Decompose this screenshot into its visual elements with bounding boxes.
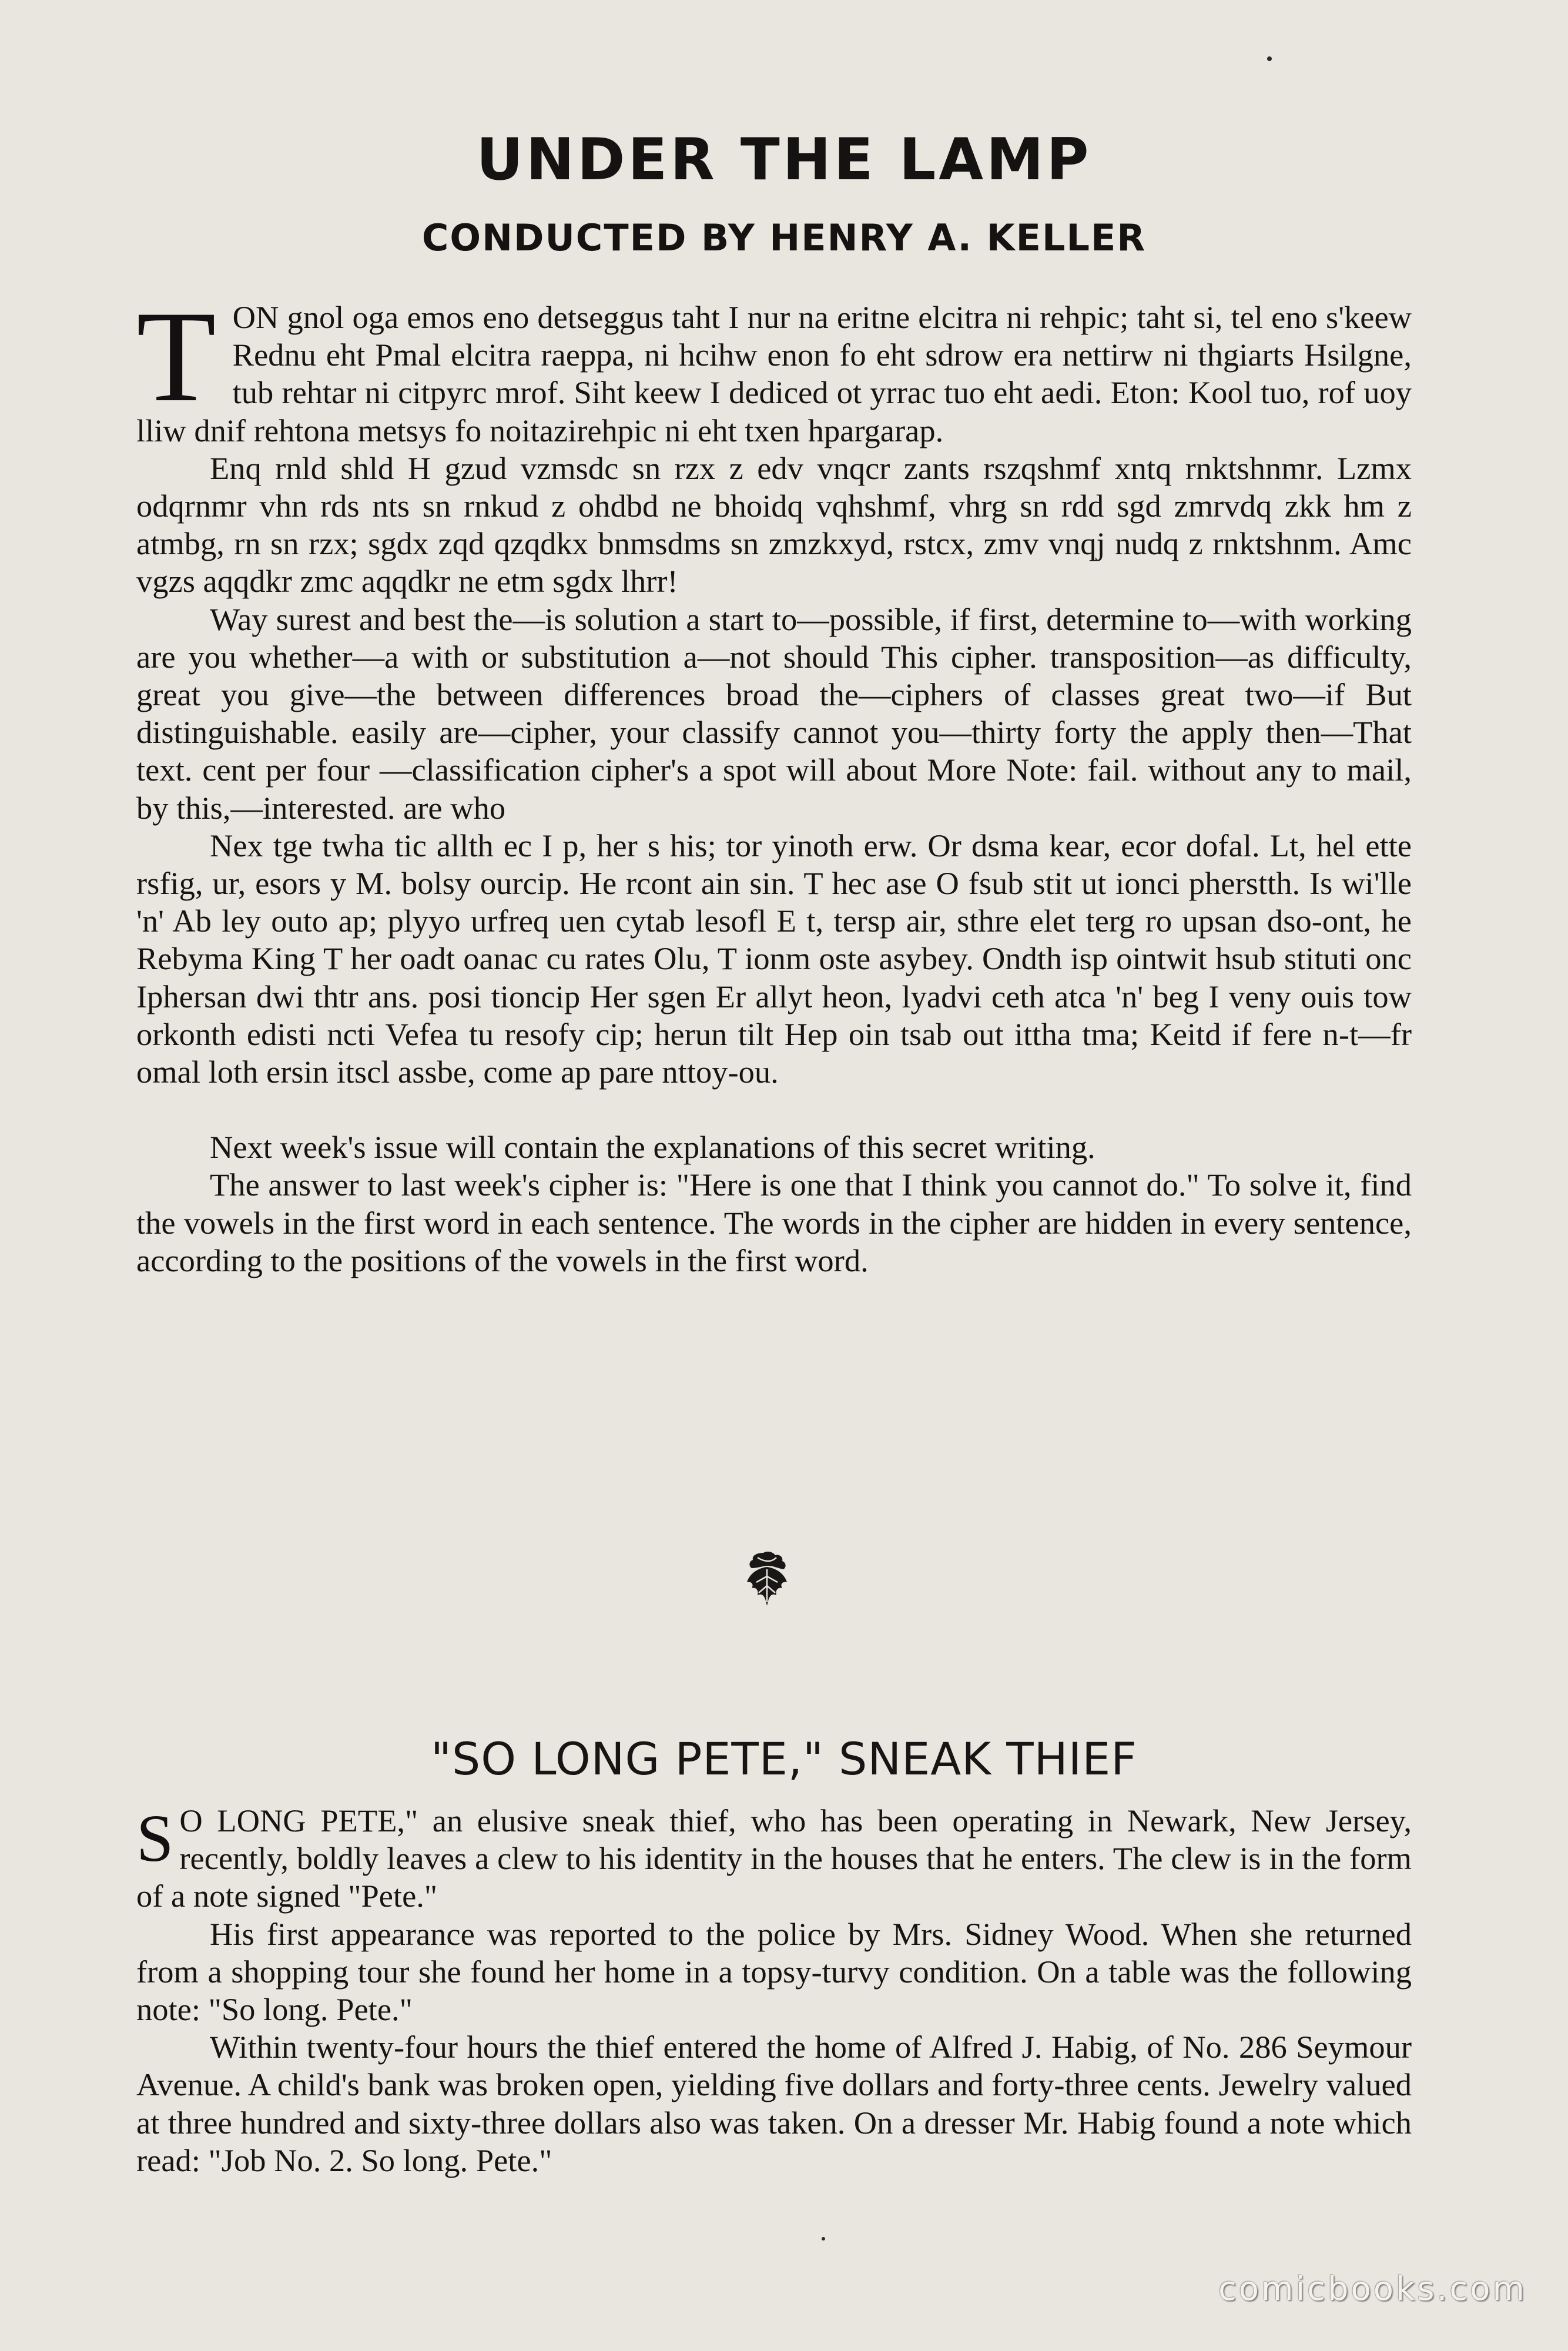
paragraph-text: ON gnol oga emos eno detseggus taht I nur na eritne elcitra ni rehpic; taht si, tel eno s'keew Rednu eht Pmal elcitra raeppa, ni hcihw enon fo eht sdrow era nettirw ni thgiarts Hsilgne, tub rehtar ni citpyrc mrof. Siht keew I dediced ot yrrac tuo eht aedi. Eton: Kool tuo, rof uoy lliw dnif rehtona metsys fo noitazirehpic ni eht txen hpargarap.: [136, 299, 1412, 448]
story-title: "SO LONG PETE," SNEAK THIEF: [431, 1733, 1137, 1785]
watermark: comicbooks.com: [1218, 2270, 1527, 2308]
paragraph: Within twenty-four hours the thief entered the home of Alfred J. Habig, of No. 286 Seymour Avenue. A child's bank was broken open, yielding five dollars and forty-three cents. Jewelry valued at three hundred and sixty-three dollars also was taken. On a dresser Mr. Habig found a note which read: "Job No. 2. So long. Pete.": [136, 2029, 1412, 2178]
paragraph: The answer to last week's cipher is: "Here is one that I think you cannot do." To solve it, find the vowels in the first word in each sentence. The words in the cipher are hidden in every sentence, according to the positions of the vowels in the first word.: [136, 1167, 1412, 1278]
cipher-section: [136, 284, 1412, 1280]
paragraph: Nex tge twha tic allth ec I p, her s his; tor yinoth erw. Or dsma kear, ecor dofal. Lt, hel ette rsfig, ur, esors y M. bolsy ourcip. He rcont ain sin. T hec ase O fsub stit ut ionci pherstth. Is wi'lle 'n' Ab ley outo ap; plyyo urfreq uen cytab lesofl E t, tersp air, sthre elet terg ro upsan dso-ont, he Rebyma King T her oadt oanac cu rates Olu, T ionm oste asybey. Ondth isp ointwit hsub stituti onc Iphersan dwi thtr ans. posi tioncip Her sgen Er allyt heon, lyadvi ceth atca 'n' beg I veny ouis tow orkonth edisti ncti Vefea tu resofy cip; herun tilt Hep oin tsab out ittha tma; Keitd if fere n-t—fr omal loth ersin itscl assbe, come ap pare nttoy-ou.: [136, 827, 1412, 1090]
grape-leaf-ornament-icon: [740, 1550, 794, 1607]
paragraph: [136, 1802, 1412, 1915]
paragraph: Enq rnld shld H gzud vzmsdc sn rzx z edv vnqcr zants rszqshmf xntq rnktshnmr. Lzmx odqrnmr vhn rds nts sn rnkud z ohdbd ne bhoidq vqhshmf, vhrg sn rdd sgd zmrvdq zkk hm z atmbg, rn sn rzx; sgdx zqd qzqdkx bnmsdms sn zmzkxyd, rstcx, zmv vnqj nudq z rnktshnm. Amc vgzs aqqdkr zmc aqqdkr ne etm sgdx lhrr!: [136, 450, 1412, 600]
paragraph: Next week's issue will contain the explanations of this secret writing.: [210, 1129, 1095, 1166]
paragraph: His first appearance was reported to the police by Mrs. Sidney Wood. When she returned from a shopping tour she found her home in a topsy-turvy condition. On a table was the following note: "So long. Pete.": [136, 1915, 1412, 2028]
ink-speck: [822, 2237, 825, 2241]
paragraph: Way surest and best the—is solution a start to—possible, if first, determine to—with working are you whether—a with or substitution a—not should This cipher. transposition—as difficulty, great you give—the between differences broad the—ciphers of classes great two—if But distinguishable. easily are—cipher, your classify cannot you—thirty forty the apply then—That text. cent per four —classification cipher's a spot will about More Note: fail. without any to mail, by this,—interested. are who: [136, 601, 1412, 826]
drop-cap: S: [136, 1801, 174, 1876]
paragraph-text: O LONG PETE," an elusive sneak thief, who has been operating in Newark, New Jersey, recently, boldly leaves a clew to his identity in the houses that he enters. The clew is in the form of a note signed "Pete.": [136, 1803, 1412, 1914]
drop-cap: T: [136, 284, 216, 429]
story-section: [136, 1802, 1412, 2179]
ink-speck: [1267, 56, 1272, 61]
page-title: UNDER THE LAMP: [476, 126, 1092, 193]
byline: CONDUCTED BY HENRY A. KELLER: [421, 216, 1147, 259]
paragraph: [136, 284, 1412, 450]
